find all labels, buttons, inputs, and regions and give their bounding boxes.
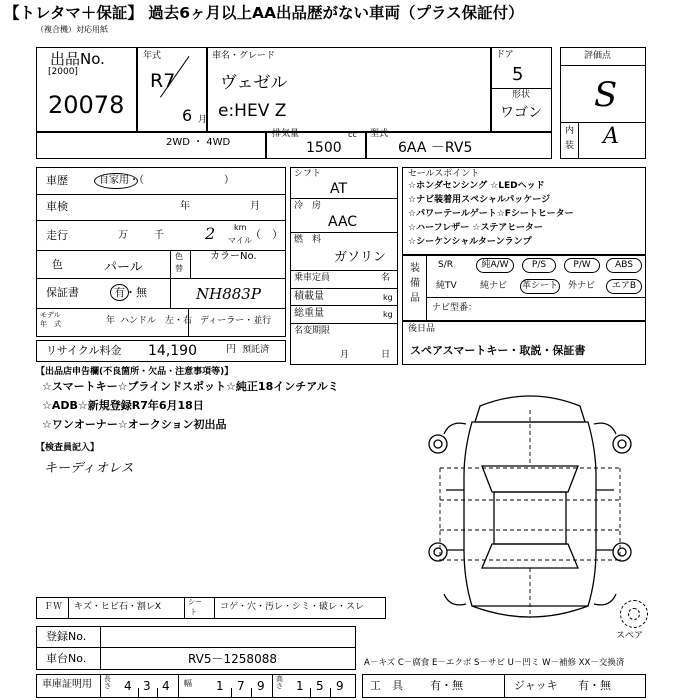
color-change-label-1: 色 (175, 252, 183, 261)
accessories-box (402, 321, 646, 365)
jack-options: 有・無 (578, 679, 611, 692)
mileage-value: 2 (205, 224, 216, 243)
dim-length-digit: 3 (143, 679, 151, 693)
lot-sublabel: [2000] (48, 67, 78, 77)
aircon-label: 冷 房 (294, 201, 322, 211)
interior-label-1: 内 (565, 126, 575, 136)
interior-label-2: 装 (565, 141, 575, 151)
mileage-label: 走行 (46, 229, 68, 242)
weight-unit: kg (383, 310, 393, 319)
mileage-man: 万 (118, 230, 128, 241)
sales-point-line: ☆シーケンシャルターンランプ (408, 237, 532, 247)
dim-height-digit: 9 (336, 679, 344, 693)
name-change-month-unit: 月 (340, 350, 350, 360)
recycle-unit: 円 (226, 344, 236, 355)
inspection-year-unit: 年 (180, 201, 190, 212)
recycle-note: 預託済 (242, 345, 270, 355)
equip-alloy-wheel: 純A/W (476, 258, 514, 273)
displacement-unit: cc (348, 130, 357, 139)
equip-tv: 純TV (436, 281, 457, 291)
load-unit: kg (383, 293, 393, 302)
color-no-value: NH883P (196, 285, 261, 303)
color-change-label-2: 替 (175, 264, 183, 273)
cert-label: 車庫証明用 (42, 679, 92, 690)
car-diagram (410, 380, 650, 640)
month-unit: 月 (198, 115, 208, 125)
spare-label: スペア (616, 631, 644, 641)
registration-label: 登録No. (46, 630, 87, 643)
notes-line: ☆スマートキー☆ブラインドスポット☆純正18インチアルミ (42, 380, 339, 393)
dim-length-digit: 4 (162, 679, 170, 693)
inspection-month-unit: 月 (250, 201, 260, 212)
mileage-paren: （ ） (250, 228, 283, 241)
spare-tire-hub-icon (628, 608, 640, 620)
model-year-label-1: モデル (40, 311, 61, 319)
damage-legend: A－キズ C－腐食 E－エクボ S－サビ U－凹ミ W－補修 XX－交換済 (364, 658, 625, 668)
equip-leather-seat: 革シート (520, 279, 560, 294)
dealer-options: ディーラー・並行 (200, 316, 272, 326)
sales-points-label: セールスポイント (408, 169, 480, 179)
inspection-label: 車検 (46, 200, 68, 213)
year-value: R7 (150, 70, 176, 92)
color-label: 色 (52, 258, 63, 271)
lot-number: 20078 (48, 91, 125, 119)
warranty-options: 有・無 (114, 286, 147, 299)
grade-value: S (594, 75, 618, 115)
mileage-unit-km: km (234, 223, 247, 232)
paper-note: （複合機）対応用紙 (36, 25, 108, 34)
doors-value: 5 (512, 64, 524, 85)
sales-point-line: ☆ホンダセンシング ☆LEDヘッド (408, 181, 545, 191)
model-year-label-2: 年 式 (40, 320, 61, 328)
seat-label-1: シー (188, 598, 202, 606)
sales-point-line: ☆ナビ装着用スペシャルパッケージ (408, 195, 551, 205)
year-label: 年式 (143, 51, 162, 61)
dim-length-digit: 4 (124, 679, 132, 693)
drive-options: 2WD ・ 4WD (166, 137, 231, 148)
sales-point-line: ☆パワーテールゲート☆Fシートヒーター (408, 209, 574, 219)
notes-line: ☆ADB☆新規登録R7年6月18日 (42, 399, 204, 412)
sheet-header: 【トレタマ＋保証】 過去6ヶ月以上AA出品歴がない車両（プラス保証付） (4, 4, 524, 22)
equip-airbag: エアB (606, 279, 642, 294)
equipment-label-3: 品 (410, 293, 420, 304)
notes-line: ☆ワンオーナー☆オークション初出品 (42, 418, 227, 431)
interior-value: A (603, 124, 619, 149)
recycle-label: リサイクル料金 (46, 344, 122, 357)
name-change-day-unit: 日 (381, 350, 391, 360)
equipment-label-2: 備 (410, 278, 420, 289)
accessories-value: スペアスマートキー・取説・保証書 (410, 344, 586, 357)
displacement-label: 排気量 (272, 129, 300, 139)
dim-width-digit: 7 (237, 679, 245, 693)
tools-label: 工 具 (370, 679, 403, 692)
dim-length-label: 長さ (104, 675, 111, 690)
accessories-label: 後日品 (408, 324, 436, 334)
dim-width-digit: 1 (216, 679, 224, 693)
equip-power-steering: P/S (522, 258, 556, 273)
model-label: 車名・グレード (212, 51, 276, 61)
aircon-value: AAC (328, 214, 358, 230)
fw-text: キズ・ヒビ石・割レX (74, 602, 161, 612)
tools-options: 有・無 (430, 679, 463, 692)
history-options: 自家用・（ ） (99, 175, 234, 186)
fuel-value: ガソリン (334, 250, 387, 265)
model-code-value: 6AA －RV5 (398, 140, 473, 156)
doors-label: ドア (496, 50, 514, 60)
inspector-note: キーディオレス (44, 461, 134, 476)
body-type-label: 形状 (512, 90, 531, 100)
weight-label: 総重量 (294, 308, 324, 319)
dim-height-digit: 1 (296, 679, 304, 693)
handle-options: ハンドル 左・右 (120, 316, 193, 326)
displacement-value: 1500 (306, 140, 342, 156)
jack-label: ジャッキ (514, 679, 558, 692)
equip-genuine-navi: 純ナビ (480, 281, 508, 291)
capacity-label: 乗車定員 (294, 273, 331, 283)
grade-label: 評価点 (584, 51, 612, 61)
chassis-value: RV5－1258088 (188, 652, 277, 666)
equip-sr: S/R (438, 260, 453, 270)
shift-value: AT (330, 181, 348, 197)
capacity-unit: 名 (381, 273, 391, 283)
dim-width-digit: 9 (257, 679, 265, 693)
equip-aftermarket-navi: 外ナビ (568, 281, 596, 291)
fuel-label: 燃 料 (294, 235, 322, 245)
inspector-header: 【検査員記入】 (36, 443, 100, 453)
dim-width-label: 幅 (184, 679, 192, 688)
equipment-label-1: 装 (410, 263, 420, 274)
model-year-unit: 年 (106, 316, 116, 326)
recycle-value: 14,190 (148, 343, 197, 359)
lot-label: 出品No. (50, 50, 105, 68)
model-grade: e:HEV Z (218, 101, 287, 121)
color-value: パール (104, 260, 143, 275)
dim-height-digit: 5 (316, 679, 324, 693)
dim-height-label: 高さ (276, 675, 283, 690)
equip-abs: ABS (606, 258, 642, 273)
month-value: 6 (182, 106, 193, 125)
seat-text: コゲ・穴・汚レ・シミ・破レ・スレ (220, 602, 365, 612)
sales-point-line: ☆ハーフレザー ☆ステアヒーター (408, 223, 543, 233)
fw-label: ＦＷ (44, 602, 63, 612)
shift-label: シフト (294, 169, 322, 179)
history-label: 車歴 (46, 174, 68, 187)
warranty-label: 保証書 (46, 286, 79, 299)
chassis-label: 車台No. (46, 652, 87, 665)
color-no-label: カラーNo. (210, 251, 257, 262)
navi-model-label: ナビ型番： (432, 303, 478, 313)
mileage-unit-mile: マイル (228, 236, 252, 245)
load-label: 積載量 (294, 291, 324, 302)
notes-header: 【出品店申告欄(不良箇所・欠品・注意事項等)】 (36, 367, 234, 377)
seat-label-2: ト (190, 608, 197, 616)
model-code-label: 型式 (370, 129, 389, 139)
name-change-label: 名変期限 (294, 326, 331, 336)
model-name: ヴェゼル (220, 73, 288, 93)
body-type-value: ワゴン (500, 105, 542, 121)
mileage-sen: 千 (154, 230, 164, 241)
equip-power-windows: P/W (564, 258, 600, 273)
